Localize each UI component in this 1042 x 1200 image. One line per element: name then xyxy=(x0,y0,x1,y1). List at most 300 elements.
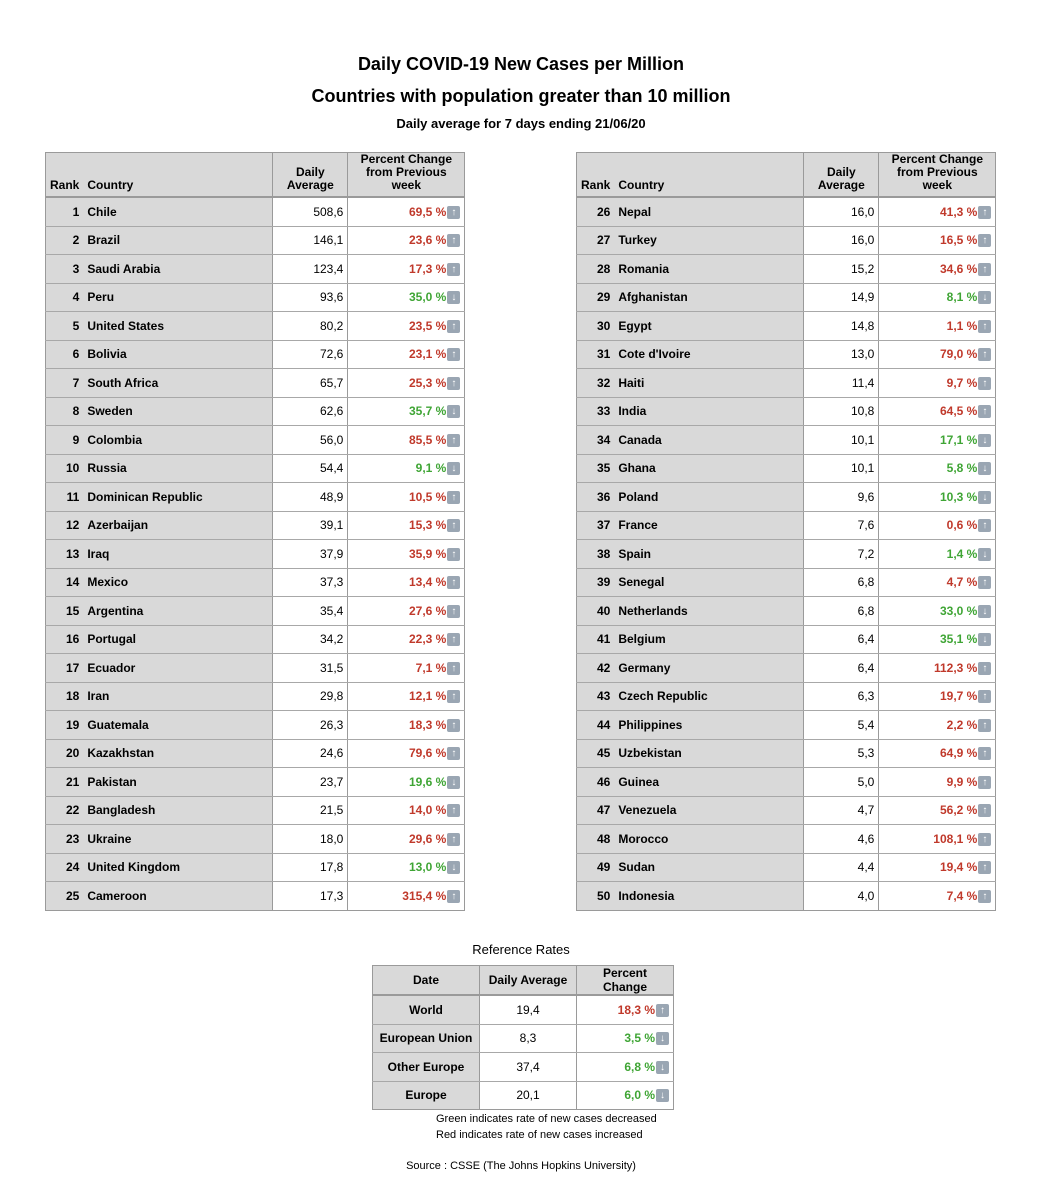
percent-change-cell xyxy=(348,511,465,540)
daily-average-cell: 18,0 xyxy=(273,825,348,854)
percent-change-cell xyxy=(348,768,465,797)
rank-cell: 5 xyxy=(46,312,84,341)
arrow-up-icon: ↑ xyxy=(447,491,460,504)
percent-change-value: 19,6 % xyxy=(408,774,447,789)
arrow-down-icon: ↓ xyxy=(978,491,991,504)
title-line-1: Daily COVID-19 New Cases per Million xyxy=(357,54,685,74)
rank-cell: 28 xyxy=(577,255,615,284)
percent-change-header: Percent Change xyxy=(577,966,674,996)
arrow-up-icon: ↑ xyxy=(978,690,991,703)
percent-change-value: 56,2 % xyxy=(939,803,978,818)
rank-cell: 33 xyxy=(577,397,615,426)
country-cell: Senegal xyxy=(614,568,804,597)
percent-change-cell xyxy=(879,255,996,284)
rank-cell: 37 xyxy=(577,511,615,540)
country-cell: Dominican Republic xyxy=(83,483,273,512)
rank-cell: 14 xyxy=(46,568,84,597)
percent-change-cell xyxy=(348,397,465,426)
percent-change-cell xyxy=(879,568,996,597)
country-cell: Uzbekistan xyxy=(614,739,804,768)
percent-change-value: 5,8 % xyxy=(946,461,978,476)
rank-cell: 32 xyxy=(577,369,615,398)
region-cell: Other Europe xyxy=(373,1053,480,1082)
arrow-down-icon: ↓ xyxy=(447,462,460,475)
arrow-up-icon: ↑ xyxy=(978,206,991,219)
table-row xyxy=(46,426,465,455)
rank-cell: 43 xyxy=(577,682,615,711)
arrow-down-icon: ↓ xyxy=(978,605,991,618)
country-cell: Ukraine xyxy=(83,825,273,854)
percent-change-cell xyxy=(348,796,465,825)
table-row xyxy=(46,882,465,911)
rank-cell: 8 xyxy=(46,397,84,426)
rank-cell: 11 xyxy=(46,483,84,512)
table-row xyxy=(46,654,465,683)
arrow-up-icon: ↑ xyxy=(447,434,460,447)
country-cell: Turkey xyxy=(614,226,804,255)
rank-cell: 3 xyxy=(46,255,84,284)
table-row xyxy=(577,597,996,626)
daily-average-cell: 6,4 xyxy=(804,654,879,683)
arrow-down-icon: ↓ xyxy=(447,776,460,789)
arrow-up-icon: ↑ xyxy=(447,804,460,817)
percent-change-cell xyxy=(348,312,465,341)
daily-average-cell: 5,4 xyxy=(804,711,879,740)
country-cell: Egypt xyxy=(614,312,804,341)
percent-change-value: 85,5 % xyxy=(408,432,447,447)
arrow-down-icon: ↓ xyxy=(978,434,991,447)
arrow-up-icon: ↑ xyxy=(978,234,991,247)
daily-average-cell: 37,9 xyxy=(273,540,348,569)
date-header: Date xyxy=(373,966,480,996)
country-cell: Saudi Arabia xyxy=(83,255,273,284)
percent-change-cell xyxy=(879,711,996,740)
table-row xyxy=(577,853,996,882)
percent-change-cell xyxy=(879,682,996,711)
percent-change-cell xyxy=(577,995,674,1024)
country-cell: United States xyxy=(83,312,273,341)
country-cell: Iraq xyxy=(83,540,273,569)
percent-change-value: 9,9 % xyxy=(946,774,978,789)
percent-change-cell xyxy=(577,1053,674,1082)
percent-change-cell xyxy=(879,483,996,512)
arrow-up-icon: ↑ xyxy=(978,747,991,760)
rank-cell: 7 xyxy=(46,369,84,398)
table-row xyxy=(577,739,996,768)
percent-change-cell xyxy=(577,1024,674,1053)
daily-average-cell: 23,7 xyxy=(273,768,348,797)
table-row xyxy=(46,682,465,711)
country-cell: France xyxy=(614,511,804,540)
country-cell: Poland xyxy=(614,483,804,512)
arrow-up-icon: ↑ xyxy=(447,377,460,390)
percent-change-value: 22,3 % xyxy=(408,632,447,647)
country-cell: Peru xyxy=(83,283,273,312)
rank-cell: 15 xyxy=(46,597,84,626)
daily-average-cell: 14,8 xyxy=(804,312,879,341)
daily-average-cell: 72,6 xyxy=(273,340,348,369)
daily-average-cell: 8,3 xyxy=(480,1024,577,1053)
percent-change-cell xyxy=(348,226,465,255)
percent-change-cell xyxy=(879,540,996,569)
arrow-up-icon: ↑ xyxy=(656,1004,669,1017)
country-cell: India xyxy=(614,397,804,426)
percent-change-value: 9,7 % xyxy=(946,375,978,390)
rank-cell: 20 xyxy=(46,739,84,768)
rank-cell: 46 xyxy=(577,768,615,797)
title-line-2: Countries with population greater than 10 million xyxy=(311,86,731,106)
table-row xyxy=(577,654,996,683)
percent-change-value: 79,6 % xyxy=(408,746,447,761)
country-cell: Chile xyxy=(83,197,273,226)
country-cell: Portugal xyxy=(83,625,273,654)
table-row xyxy=(373,995,674,1024)
daily-average-cell: 10,1 xyxy=(804,426,879,455)
table-row xyxy=(577,796,996,825)
percent-change-value: 15,3 % xyxy=(408,518,447,533)
region-cell: Europe xyxy=(373,1081,480,1110)
rank-cell: 24 xyxy=(46,853,84,882)
country-cell: Venezuela xyxy=(614,796,804,825)
table-row xyxy=(46,369,465,398)
country-cell: Cameroon xyxy=(83,882,273,911)
daily-average-cell: 37,3 xyxy=(273,568,348,597)
source-note: Source : CSSE (The Johns Hopkins University) xyxy=(406,1160,636,1172)
arrow-up-icon: ↑ xyxy=(447,605,460,618)
percent-change-value: 64,9 % xyxy=(939,746,978,761)
rank-cell: 6 xyxy=(46,340,84,369)
percent-change-value: 4,7 % xyxy=(946,575,978,590)
percent-change-value: 35,7 % xyxy=(408,404,447,419)
daily-average-header: Daily Average xyxy=(273,153,348,198)
country-cell: Spain xyxy=(614,540,804,569)
percent-change-value: 13,0 % xyxy=(408,860,447,875)
table-row xyxy=(46,597,465,626)
percent-change-value: 33,0 % xyxy=(939,603,978,618)
rank-cell: 47 xyxy=(577,796,615,825)
rank-cell: 1 xyxy=(46,197,84,226)
percent-change-cell xyxy=(348,882,465,911)
table-header-row xyxy=(577,153,996,198)
percent-change-value: 3,5 % xyxy=(624,1031,655,1046)
daily-average-cell: 48,9 xyxy=(273,483,348,512)
country-cell: Canada xyxy=(614,426,804,455)
percent-change-value: 34,6 % xyxy=(939,261,978,276)
percent-change-value: 25,3 % xyxy=(408,375,447,390)
daily-average-header: Daily Average xyxy=(804,153,879,198)
percent-change-value: 1,1 % xyxy=(946,318,978,333)
country-cell: Afghanistan xyxy=(614,283,804,312)
percent-change-value: 0,6 % xyxy=(946,518,978,533)
country-cell: Czech Republic xyxy=(614,682,804,711)
percent-change-cell xyxy=(879,768,996,797)
arrow-down-icon: ↓ xyxy=(978,633,991,646)
country-cell: Germany xyxy=(614,654,804,683)
daily-average-cell: 16,0 xyxy=(804,226,879,255)
country-cell: Mexico xyxy=(83,568,273,597)
arrow-up-icon: ↑ xyxy=(447,833,460,846)
arrow-down-icon: ↓ xyxy=(978,462,991,475)
daily-average-cell: 4,0 xyxy=(804,882,879,911)
arrow-down-icon: ↓ xyxy=(656,1032,669,1045)
percent-change-cell xyxy=(348,197,465,226)
daily-average-cell: 21,5 xyxy=(273,796,348,825)
arrow-up-icon: ↑ xyxy=(978,776,991,789)
country-header: Country xyxy=(83,153,273,198)
arrow-up-icon: ↑ xyxy=(447,890,460,903)
table-row xyxy=(46,255,465,284)
table-row xyxy=(46,768,465,797)
percent-change-value: 79,0 % xyxy=(939,347,978,362)
rank-cell: 10 xyxy=(46,454,84,483)
percent-change-value: 64,5 % xyxy=(939,404,978,419)
daily-average-cell: 146,1 xyxy=(273,226,348,255)
country-cell: Bolivia xyxy=(83,340,273,369)
table-row xyxy=(373,1024,674,1053)
rank-cell: 40 xyxy=(577,597,615,626)
table-row xyxy=(577,483,996,512)
daily-average-cell: 6,8 xyxy=(804,597,879,626)
daily-average-cell: 93,6 xyxy=(273,283,348,312)
percent-change-cell xyxy=(348,454,465,483)
arrow-up-icon: ↑ xyxy=(978,833,991,846)
country-cell: Ecuador xyxy=(83,654,273,683)
region-cell: World xyxy=(373,995,480,1024)
percent-change-cell xyxy=(348,255,465,284)
rank-cell: 12 xyxy=(46,511,84,540)
percent-change-value: 108,1 % xyxy=(933,831,978,846)
country-cell: Guatemala xyxy=(83,711,273,740)
arrow-up-icon: ↑ xyxy=(447,719,460,732)
percent-change-cell xyxy=(348,825,465,854)
region-cell: European Union xyxy=(373,1024,480,1053)
country-cell: Indonesia xyxy=(614,882,804,911)
daily-average-cell: 4,7 xyxy=(804,796,879,825)
arrow-down-icon: ↓ xyxy=(978,291,991,304)
rank-cell: 17 xyxy=(46,654,84,683)
percent-change-value: 17,3 % xyxy=(408,261,447,276)
daily-average-cell: 6,3 xyxy=(804,682,879,711)
rank-cell: 36 xyxy=(577,483,615,512)
percent-change-cell xyxy=(348,682,465,711)
daily-average-cell: 80,2 xyxy=(273,312,348,341)
arrow-up-icon: ↑ xyxy=(978,320,991,333)
table-row xyxy=(577,540,996,569)
daily-average-cell: 31,5 xyxy=(273,654,348,683)
daily-average-cell: 39,1 xyxy=(273,511,348,540)
rank-cell: 4 xyxy=(46,283,84,312)
percent-change-value: 35,1 % xyxy=(939,632,978,647)
table-row xyxy=(46,540,465,569)
percent-change-value: 27,6 % xyxy=(408,603,447,618)
ranking-table-right xyxy=(576,152,996,911)
country-cell: Sudan xyxy=(614,853,804,882)
percent-change-value: 17,1 % xyxy=(939,432,978,447)
daily-average-cell: 10,1 xyxy=(804,454,879,483)
daily-average-cell: 20,1 xyxy=(480,1081,577,1110)
percent-change-value: 29,6 % xyxy=(408,831,447,846)
country-cell: Guinea xyxy=(614,768,804,797)
table-row xyxy=(373,1081,674,1110)
country-cell: Russia xyxy=(83,454,273,483)
percent-change-header: Percent Change from Previous week xyxy=(348,153,465,198)
daily-average-cell: 54,4 xyxy=(273,454,348,483)
rank-cell: 44 xyxy=(577,711,615,740)
table-row xyxy=(46,454,465,483)
percent-change-cell xyxy=(879,340,996,369)
rank-cell: 49 xyxy=(577,853,615,882)
daily-average-cell: 11,4 xyxy=(804,369,879,398)
table-row xyxy=(46,283,465,312)
percent-change-value: 9,1 % xyxy=(415,461,447,476)
table-row xyxy=(46,197,465,226)
percent-change-cell xyxy=(577,1081,674,1110)
arrow-up-icon: ↑ xyxy=(978,662,991,675)
country-cell: Haiti xyxy=(614,369,804,398)
country-cell: Nepal xyxy=(614,197,804,226)
country-cell: Philippines xyxy=(614,711,804,740)
percent-change-cell xyxy=(879,283,996,312)
daily-average-cell: 24,6 xyxy=(273,739,348,768)
daily-average-cell: 17,3 xyxy=(273,882,348,911)
daily-average-cell: 35,4 xyxy=(273,597,348,626)
table-row xyxy=(46,739,465,768)
percent-change-cell xyxy=(348,483,465,512)
percent-change-cell xyxy=(348,283,465,312)
percent-change-value: 18,3 % xyxy=(617,1002,655,1017)
rank-cell: 35 xyxy=(577,454,615,483)
arrow-down-icon: ↓ xyxy=(978,548,991,561)
table-row xyxy=(577,825,996,854)
rank-cell: 30 xyxy=(577,312,615,341)
arrow-down-icon: ↓ xyxy=(447,291,460,304)
table-row xyxy=(577,625,996,654)
percent-change-value: 12,1 % xyxy=(408,689,447,704)
daily-average-cell: 7,6 xyxy=(804,511,879,540)
reference-rates-table xyxy=(372,965,674,1110)
percent-change-value: 13,4 % xyxy=(408,575,447,590)
percent-change-value: 23,6 % xyxy=(408,233,447,248)
table-row xyxy=(577,882,996,911)
table-header-row xyxy=(46,153,465,198)
daily-average-cell: 19,4 xyxy=(480,995,577,1024)
percent-change-value: 6,8 % xyxy=(624,1059,655,1074)
percent-change-value: 35,0 % xyxy=(408,290,447,305)
percent-change-cell xyxy=(879,312,996,341)
table-row xyxy=(577,711,996,740)
arrow-up-icon: ↑ xyxy=(978,519,991,532)
percent-change-cell xyxy=(879,369,996,398)
percent-change-cell xyxy=(348,711,465,740)
ranking-table-left xyxy=(45,152,465,911)
table-row xyxy=(577,511,996,540)
table-row xyxy=(577,369,996,398)
rank-cell: 38 xyxy=(577,540,615,569)
percent-change-cell xyxy=(348,625,465,654)
table-row xyxy=(577,312,996,341)
percent-change-cell xyxy=(879,825,996,854)
arrow-up-icon: ↑ xyxy=(978,263,991,276)
percent-change-cell xyxy=(879,853,996,882)
daily-average-cell: 4,6 xyxy=(804,825,879,854)
arrow-up-icon: ↑ xyxy=(447,548,460,561)
arrow-up-icon: ↑ xyxy=(978,804,991,817)
country-cell: Morocco xyxy=(614,825,804,854)
table-row xyxy=(577,397,996,426)
country-cell: United Kingdom xyxy=(83,853,273,882)
table-row xyxy=(373,1053,674,1082)
daily-average-cell: 9,6 xyxy=(804,483,879,512)
percent-change-value: 2,2 % xyxy=(946,717,978,732)
country-cell: Cote d'Ivoire xyxy=(614,340,804,369)
country-cell: Kazakhstan xyxy=(83,739,273,768)
country-cell: Colombia xyxy=(83,426,273,455)
percent-change-cell xyxy=(348,739,465,768)
daily-average-cell: 508,6 xyxy=(273,197,348,226)
daily-average-cell: 6,8 xyxy=(804,568,879,597)
arrow-up-icon: ↑ xyxy=(447,348,460,361)
percent-change-value: 8,1 % xyxy=(946,290,978,305)
percent-change-value: 19,7 % xyxy=(939,689,978,704)
daily-average-cell: 29,8 xyxy=(273,682,348,711)
rank-cell: 25 xyxy=(46,882,84,911)
percent-change-cell xyxy=(879,796,996,825)
percent-change-cell xyxy=(879,511,996,540)
rank-cell: 21 xyxy=(46,768,84,797)
reference-rates-title: Reference Rates xyxy=(472,942,570,957)
percent-change-value: 10,3 % xyxy=(939,489,978,504)
percent-change-value: 7,4 % xyxy=(946,888,978,903)
rank-cell: 42 xyxy=(577,654,615,683)
country-cell: Iran xyxy=(83,682,273,711)
arrow-up-icon: ↑ xyxy=(447,662,460,675)
country-header: Country xyxy=(614,153,804,198)
arrow-up-icon: ↑ xyxy=(447,747,460,760)
daily-average-cell: 7,2 xyxy=(804,540,879,569)
table-row xyxy=(46,483,465,512)
rank-cell: 16 xyxy=(46,625,84,654)
daily-average-cell: 34,2 xyxy=(273,625,348,654)
arrow-up-icon: ↑ xyxy=(447,519,460,532)
daily-average-cell: 26,3 xyxy=(273,711,348,740)
country-cell: Bangladesh xyxy=(83,796,273,825)
percent-change-value: 7,1 % xyxy=(415,660,447,675)
percent-change-cell xyxy=(348,369,465,398)
table-row xyxy=(46,340,465,369)
table-row xyxy=(46,796,465,825)
percent-change-value: 18,3 % xyxy=(408,717,447,732)
daily-average-cell: 65,7 xyxy=(273,369,348,398)
country-cell: Sweden xyxy=(83,397,273,426)
percent-change-value: 315,4 % xyxy=(402,888,447,903)
table-row xyxy=(577,682,996,711)
arrow-down-icon: ↓ xyxy=(447,405,460,418)
rank-cell: 41 xyxy=(577,625,615,654)
rank-cell: 39 xyxy=(577,568,615,597)
country-cell: Romania xyxy=(614,255,804,284)
daily-average-cell: 5,0 xyxy=(804,768,879,797)
rank-cell: 48 xyxy=(577,825,615,854)
table-row xyxy=(46,397,465,426)
daily-average-cell: 4,4 xyxy=(804,853,879,882)
country-cell: Belgium xyxy=(614,625,804,654)
rank-cell: 13 xyxy=(46,540,84,569)
percent-change-value: 69,5 % xyxy=(408,204,447,219)
red-legend-note: Red indicates rate of new cases increased xyxy=(436,1129,643,1141)
rank-header: Rank xyxy=(46,153,84,198)
rank-cell: 9 xyxy=(46,426,84,455)
table-row xyxy=(46,511,465,540)
